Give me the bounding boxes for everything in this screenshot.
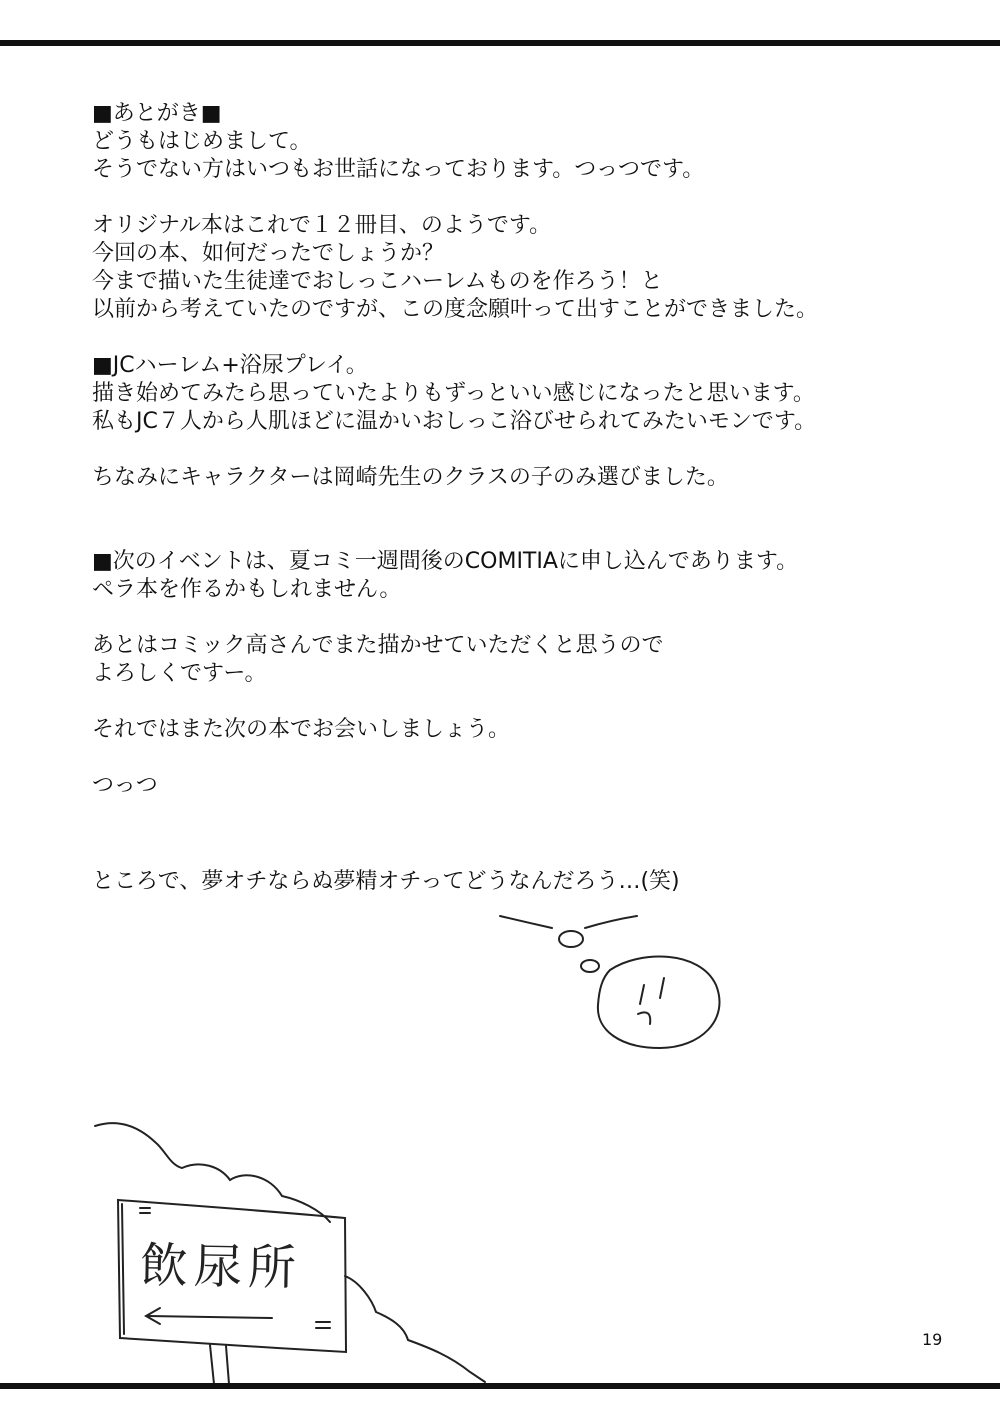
text-line: それではまた次の本でお会いしましょう。 (92, 717, 511, 742)
text-line: 以前から考えていたのですが、この度念願叶って出すことができました。 (92, 297, 819, 322)
text-line: 私もJC７人から人肌ほどに温かいおしっこ浴びせられてみたいモンです。 (92, 409, 817, 434)
text-line: オリジナル本はこれで１２冊目、のようです。 (92, 213, 552, 238)
text-line: 描き始めてみたら思っていたよりもずっといい感じになったと思います。 (92, 381, 815, 406)
text-line: ペラ本を作るかもしれません。 (92, 577, 402, 602)
sign-board-label: 飲尿所 (139, 1237, 303, 1297)
afterword-heading: ■あとがき■ (92, 101, 222, 126)
page-number: 19 (922, 1330, 943, 1349)
signature: つっつ (92, 773, 158, 798)
text-line: そうでない方はいつもお世話になっております。つっつです。 (92, 157, 705, 182)
text-line: よろしくですー。 (92, 661, 267, 686)
text-line: どうもはじめまして。 (92, 129, 312, 154)
footnote-text: ところで、夢オチならぬ夢精オチってどうなんだろう…(笑) (92, 869, 680, 894)
thought-bubble-icon (500, 916, 719, 1048)
text-line: 今まで描いた生徒達でおしっこハーレムものを作ろう！と (92, 269, 663, 294)
text-line: ■JCハーレム+浴尿プレイ。 (92, 353, 368, 378)
text-line: ちなみにキャラクターは岡崎先生のクラスの子のみ選びました。 (92, 465, 729, 490)
text-line: あとはコミック高さんでまた描かせていただくと思うので (92, 633, 664, 658)
text-line: ■次のイベントは、夏コミ一週間後のCOMITIAに申し込んであります。 (92, 549, 799, 574)
bottom-border (0, 1383, 1000, 1389)
text-line: 今回の本、如何だったでしょうか？ (92, 241, 445, 266)
